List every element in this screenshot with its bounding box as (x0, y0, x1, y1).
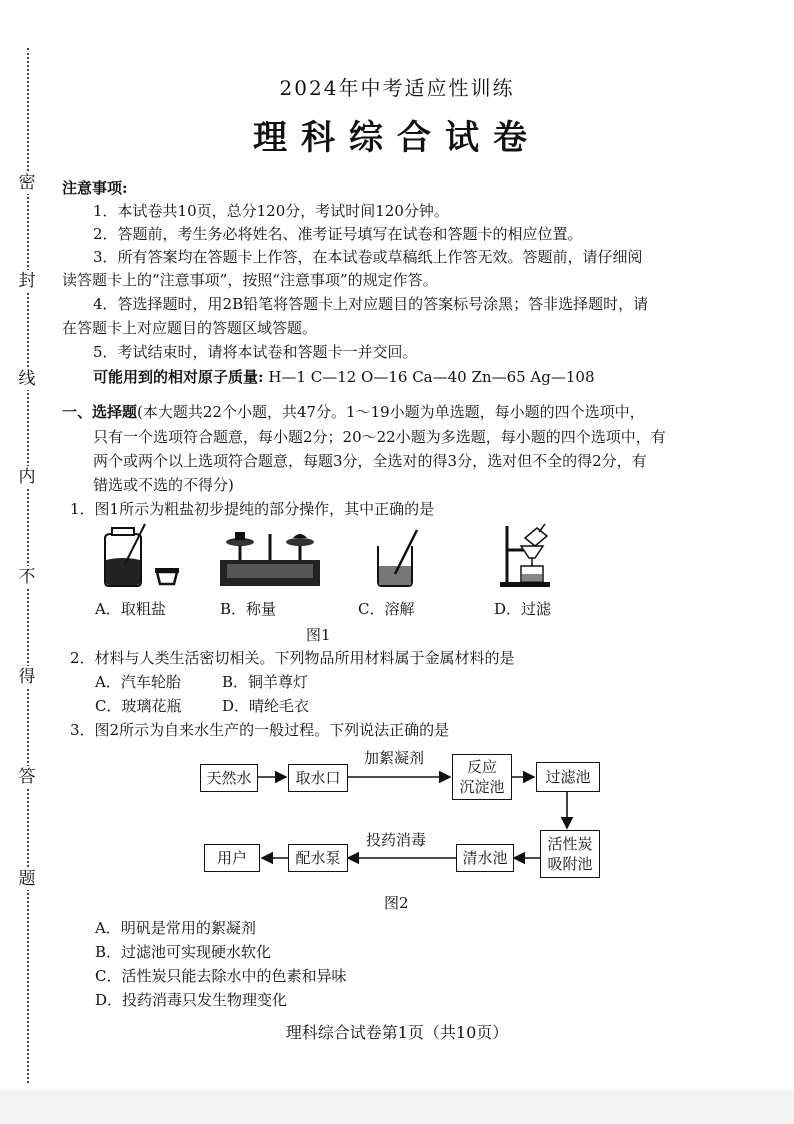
binding-char: 题 (14, 868, 40, 890)
q3-option-a: A．明矾是常用的絮凝剂 (95, 919, 256, 937)
section-heading: 一、选择题 (62, 403, 138, 421)
reagent-jar-icon (105, 524, 145, 586)
flow-carbon-tank (540, 830, 600, 878)
note-item: 读答题卡上的“注意事项”，按照“注意事项”的规定作答。 (62, 271, 438, 289)
exam-title: 理科综合试卷 (253, 118, 541, 158)
figure-1-illustrations (95, 520, 595, 590)
q1-option-b: B．称量 (220, 600, 277, 618)
q3-option-b: B．过滤池可实现硬水软化 (95, 943, 272, 961)
section-intro-line (62, 400, 645, 424)
beaker-stirring-icon (378, 530, 417, 586)
binding-char: 不 (14, 566, 40, 588)
notes-heading: 注意事项: (62, 179, 128, 197)
page-bottom-margin (0, 1090, 794, 1124)
flow-natural-water: 天然水 (200, 764, 258, 792)
jar-cap-icon (155, 568, 179, 584)
question-1-text: 1．图1所示为粗盐初步提纯的部分操作，其中正确的是 (70, 500, 435, 518)
flow-clear-water-tank: 清水池 (456, 844, 514, 872)
binding-char: 得 (14, 666, 40, 688)
flow-distribution-pump: 配水泵 (288, 844, 348, 872)
note-item: 在答题卡上对应题目的答题区域答题。 (62, 319, 318, 337)
binding-char: 密 (14, 172, 40, 194)
flow-coagulant-label: 加絮凝剂 (364, 749, 425, 767)
figure-2-caption: 图2 (384, 894, 409, 912)
binding-char: 答 (14, 766, 40, 788)
q1-option-c: C．溶解 (358, 600, 415, 618)
flow-carbon-tank-line2: 吸附池 (547, 855, 593, 873)
exam-subtitle: 2024年中考适应性训练 (279, 76, 515, 100)
figure-2-flowchart (190, 740, 610, 890)
atomic-mass-line (93, 365, 594, 389)
section-intro-text: 只有一个选项符合题意，每小题2分；20～22小题为多选题，每小题的四个选项中，有 (93, 428, 666, 446)
question-3-text: 3．图2所示为自来水生产的一般过程。下列说法正确的是 (70, 721, 450, 739)
flow-user: 用户 (204, 844, 260, 872)
flow-filter-tank: 过滤池 (536, 762, 600, 792)
q2-option-a: A．汽车轮胎 (95, 673, 181, 691)
section-intro-text: 错选或不选的不得分) (93, 476, 234, 494)
q2-option-c: C．玻璃花瓶 (95, 697, 182, 715)
q1-option-a: A．取粗盐 (95, 600, 166, 618)
section-intro-text: 两个或两个以上选项符合题意，每题3分，全选对的得3分，选对但不全的得2分，有 (93, 452, 647, 470)
note-item: 4．答选择题时，用2B铅笔将答题卡上对应题目的答案标号涂黑；答非选择题时，请 (93, 295, 649, 313)
binding-char: 封 (14, 270, 40, 292)
flow-reaction-tank-line1: 反应 (466, 758, 497, 776)
note-item: 5．考试结束时，请将本试卷和答题卡一并交回。 (93, 343, 418, 361)
flow-water-intake: 取水口 (288, 764, 348, 792)
q3-option-d: D．投药消毒只发生物理变化 (95, 991, 288, 1009)
q2-option-d: D．晴纶毛衣 (222, 697, 310, 715)
q1-option-d: D．过滤 (494, 600, 552, 618)
note-item: 3．所有答案均在答题卡上作答，在本试卷或草稿纸上作答无效。答题前，请仔细阅 (93, 248, 643, 266)
q3-option-c: C．活性炭只能去除水中的色素和异味 (95, 967, 347, 985)
q2-option-b: B．铜羊尊灯 (222, 673, 309, 691)
binding-char: 线 (14, 368, 40, 390)
figure-1-caption: 图1 (306, 626, 331, 644)
flow-disinfect-label: 投药消毒 (366, 831, 427, 849)
note-item: 1．本试卷共10页，总分120分，考试时间120分钟。 (93, 202, 449, 220)
balance-scale-icon (220, 532, 320, 586)
atomic-mass-label: 可能用到的相对原子质量: (93, 368, 264, 386)
flow-reaction-tank (452, 754, 512, 800)
flow-reaction-tank-line2: 沉淀池 (459, 778, 505, 796)
note-item: 2．答题前，考生务必将姓名、准考证号填写在试卷和答题卡的相应位置。 (93, 225, 583, 243)
binding-char: 内 (14, 466, 40, 488)
page-footer: 理科综合试卷第1页（共10页） (285, 1023, 509, 1042)
section-intro-text: (本大题共22个小题，共47分。1～19小题为单选题，每小题的四个选项中， (137, 403, 645, 421)
filtration-apparatus-icon (500, 524, 550, 587)
question-2-text: 2．材料与人类生活密切相关。下列物品所用材料属于金属材料的是 (70, 649, 515, 667)
atomic-mass-values: H—1 C—12 O—16 Ca—40 Zn—65 Ag—108 (268, 368, 595, 386)
flow-carbon-tank-line1: 活性炭 (547, 835, 593, 853)
